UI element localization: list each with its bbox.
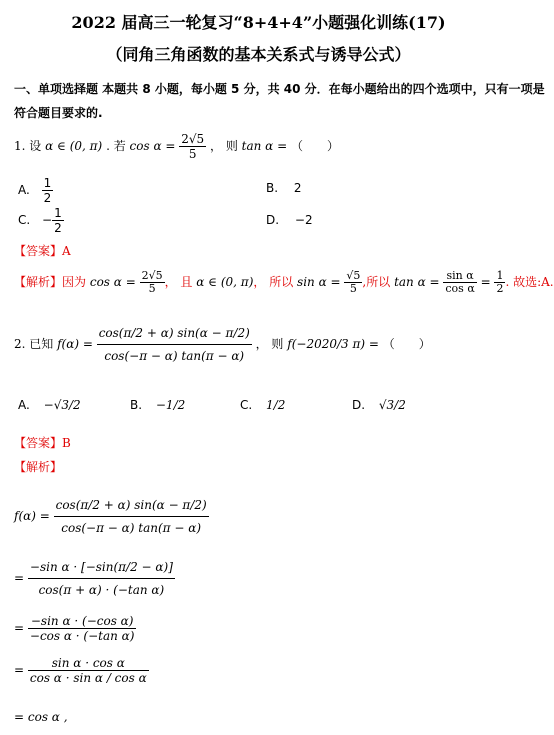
q2-option-d[interactable] — [352, 398, 406, 412]
q1-an-f3-den: cos α — [445, 282, 475, 295]
q1-fraction — [179, 132, 206, 161]
q2-option-a-value: −√3/2 — [43, 398, 81, 412]
q1-an-sin: sin α = — [297, 275, 341, 289]
q2-s3-frac — [28, 614, 137, 643]
q1-so2: ,所以 — [362, 275, 391, 289]
q2-s3-den: −cos α · (−tan α) — [29, 629, 135, 643]
q2-s3-num: −sin α · (−cos α) — [28, 614, 137, 629]
q2-option-c-value: 1/2 — [266, 398, 286, 412]
q2-s1-den: cos(−π − α) tan(π − α) — [61, 521, 202, 535]
section-heading: 一、单项选择题 本题共 8 小题，每小题 5 分，共 40 分．在每小题给出的四个选项中，只有一项是 — [14, 82, 545, 96]
q2-option-b[interactable] — [130, 398, 185, 412]
q1-prefix: 1. 设 — [14, 139, 42, 153]
q2-f-den: cos(−π − α) tan(π − α) — [104, 349, 245, 363]
q2-option-d-value: √3/2 — [378, 398, 406, 412]
q2-option-c-label: C. — [240, 398, 253, 412]
section-heading-cont: 符合题目要求的. — [14, 106, 103, 120]
q1-option-b-label: B. — [266, 181, 279, 195]
q2-s4-frac — [28, 656, 149, 685]
q1-an-frac2 — [344, 270, 362, 295]
q2-s1-frac — [54, 494, 209, 539]
q1-option-d-label: D. — [266, 213, 280, 227]
q2-s2-frac — [28, 556, 175, 601]
q1-an-f2-num: √5 — [346, 269, 361, 282]
q1-option-d[interactable] — [266, 213, 313, 227]
page-subtitle: （同角三角函数的基本关系式与诱导公式） — [106, 45, 411, 64]
q1-an-f2-den: 5 — [349, 282, 357, 295]
q2-option-b-label: B. — [130, 398, 143, 412]
q2-step-4: = $\frac{\text{sin α · cos α}}{\text{cos α · sin α / cos α}}$ — [14, 656, 147, 685]
q1-analysis-label: 【解析】 — [14, 275, 63, 289]
q2-f-fraction — [97, 322, 252, 367]
q1-an-end: . 故选:A. — [505, 275, 554, 289]
q1-c-num: 1 — [54, 206, 62, 220]
q1-option-d-value: −2 — [294, 213, 313, 227]
q2-paren: （ ） — [382, 337, 431, 351]
q1-then: ， 则 — [210, 139, 238, 153]
q1-option-a[interactable] — [18, 176, 53, 205]
q1-an-eq: = — [480, 275, 491, 289]
q1-because: 因为 — [62, 275, 87, 289]
q2-option-b-value: −1/2 — [155, 398, 186, 412]
q2-s4-den: cos α · sin α / cos α — [29, 671, 147, 685]
q1-an-f1-num: 2√5 — [141, 269, 163, 282]
q1-cos: cos α = — [129, 139, 176, 153]
q2-option-c[interactable] — [240, 398, 285, 412]
q1-an-tan: tan α = — [394, 275, 440, 289]
q2-s2-num: −sin α · [−sin(π/2 − α)] — [28, 556, 175, 579]
q2-f-arg: f(−2020/3 π) = — [287, 337, 379, 351]
q1-an-f3-num: sin α — [443, 270, 476, 283]
q1-analysis — [14, 270, 554, 295]
q1-an-cos: cos α = — [89, 275, 136, 289]
q1-an-frac1 — [140, 270, 165, 295]
q2-s1-num: cos(π/2 + α) sin(α − π/2) — [54, 494, 209, 517]
q1-and: ， 且 — [164, 275, 193, 289]
q1-an-f4-den: 2 — [496, 282, 504, 295]
q2-answer: 【答案】B — [14, 436, 71, 450]
q2-prefix: 2. 已知 — [14, 337, 54, 351]
q2-s1-lhs: f(α) = — [14, 509, 50, 523]
q1-an-frac3 — [443, 270, 476, 295]
q2-option-d-label: D. — [352, 398, 366, 412]
q1-tan: tan α = — [241, 139, 288, 153]
q2-step-2: = $\frac{\text{−sin α · [−sin(π/2 − α)]}}{\text{cos(π + α) · (−tan α)}}$ — [14, 556, 175, 601]
question-1-stem — [14, 132, 339, 161]
q1-option-b-value: 2 — [293, 181, 302, 195]
q2-f-num: cos(π/2 + α) sin(α − π/2) — [97, 322, 252, 345]
q2-option-a[interactable] — [18, 398, 81, 412]
q1-frac-num: 2√5 — [181, 132, 205, 146]
q1-if: . 若 — [106, 139, 126, 153]
q1-option-c-frac — [52, 206, 64, 235]
q2-s2-den: cos(π + α) · (−tan α) — [38, 583, 165, 597]
q1-an-frac4 — [494, 270, 505, 295]
q1-a-num: 1 — [43, 176, 52, 190]
page-title: 2022 届高三一轮复习“8+4+4”小题强化训练(17) — [71, 13, 446, 32]
q2-step-3: = $\frac{\text{−sin α · (−cos α)}}{\text{−cos α · (−tan α)}}$ — [14, 614, 135, 643]
q1-option-c-sign: − — [42, 213, 53, 227]
q1-an-f1-den: 5 — [148, 282, 156, 295]
q1-answer: 【答案】A — [14, 244, 71, 258]
question-2-stem — [14, 322, 431, 367]
q2-analysis-label: 【解析】 — [14, 460, 63, 474]
q1-option-c[interactable] — [18, 206, 64, 235]
q2-option-a-label: A. — [18, 398, 30, 412]
q1-frac-den: 5 — [188, 147, 197, 161]
q1-option-a-frac — [42, 176, 54, 205]
q1-so1: ， 所以 — [253, 275, 294, 289]
q1-c-den: 2 — [54, 221, 62, 235]
q1-paren: （ ） — [290, 139, 339, 153]
q1-an-domain: α ∈ (0, π) — [196, 275, 254, 289]
q1-an-f4-num: 1 — [496, 269, 504, 282]
q2-step-1 — [14, 494, 209, 539]
q2-s4-num: sin α · cos α — [28, 656, 149, 671]
q1-option-a-label: A. — [18, 183, 30, 197]
q2-f-lhs: f(α) = — [57, 337, 93, 351]
q1-domain: α ∈ (0, π) — [45, 139, 103, 153]
q2-step-5: = cos α , — [14, 710, 68, 724]
q1-option-c-label: C. — [18, 213, 31, 227]
q1-a-den: 2 — [43, 191, 52, 205]
q1-option-b[interactable] — [266, 181, 302, 195]
q2-then: ， 则 — [255, 337, 284, 351]
